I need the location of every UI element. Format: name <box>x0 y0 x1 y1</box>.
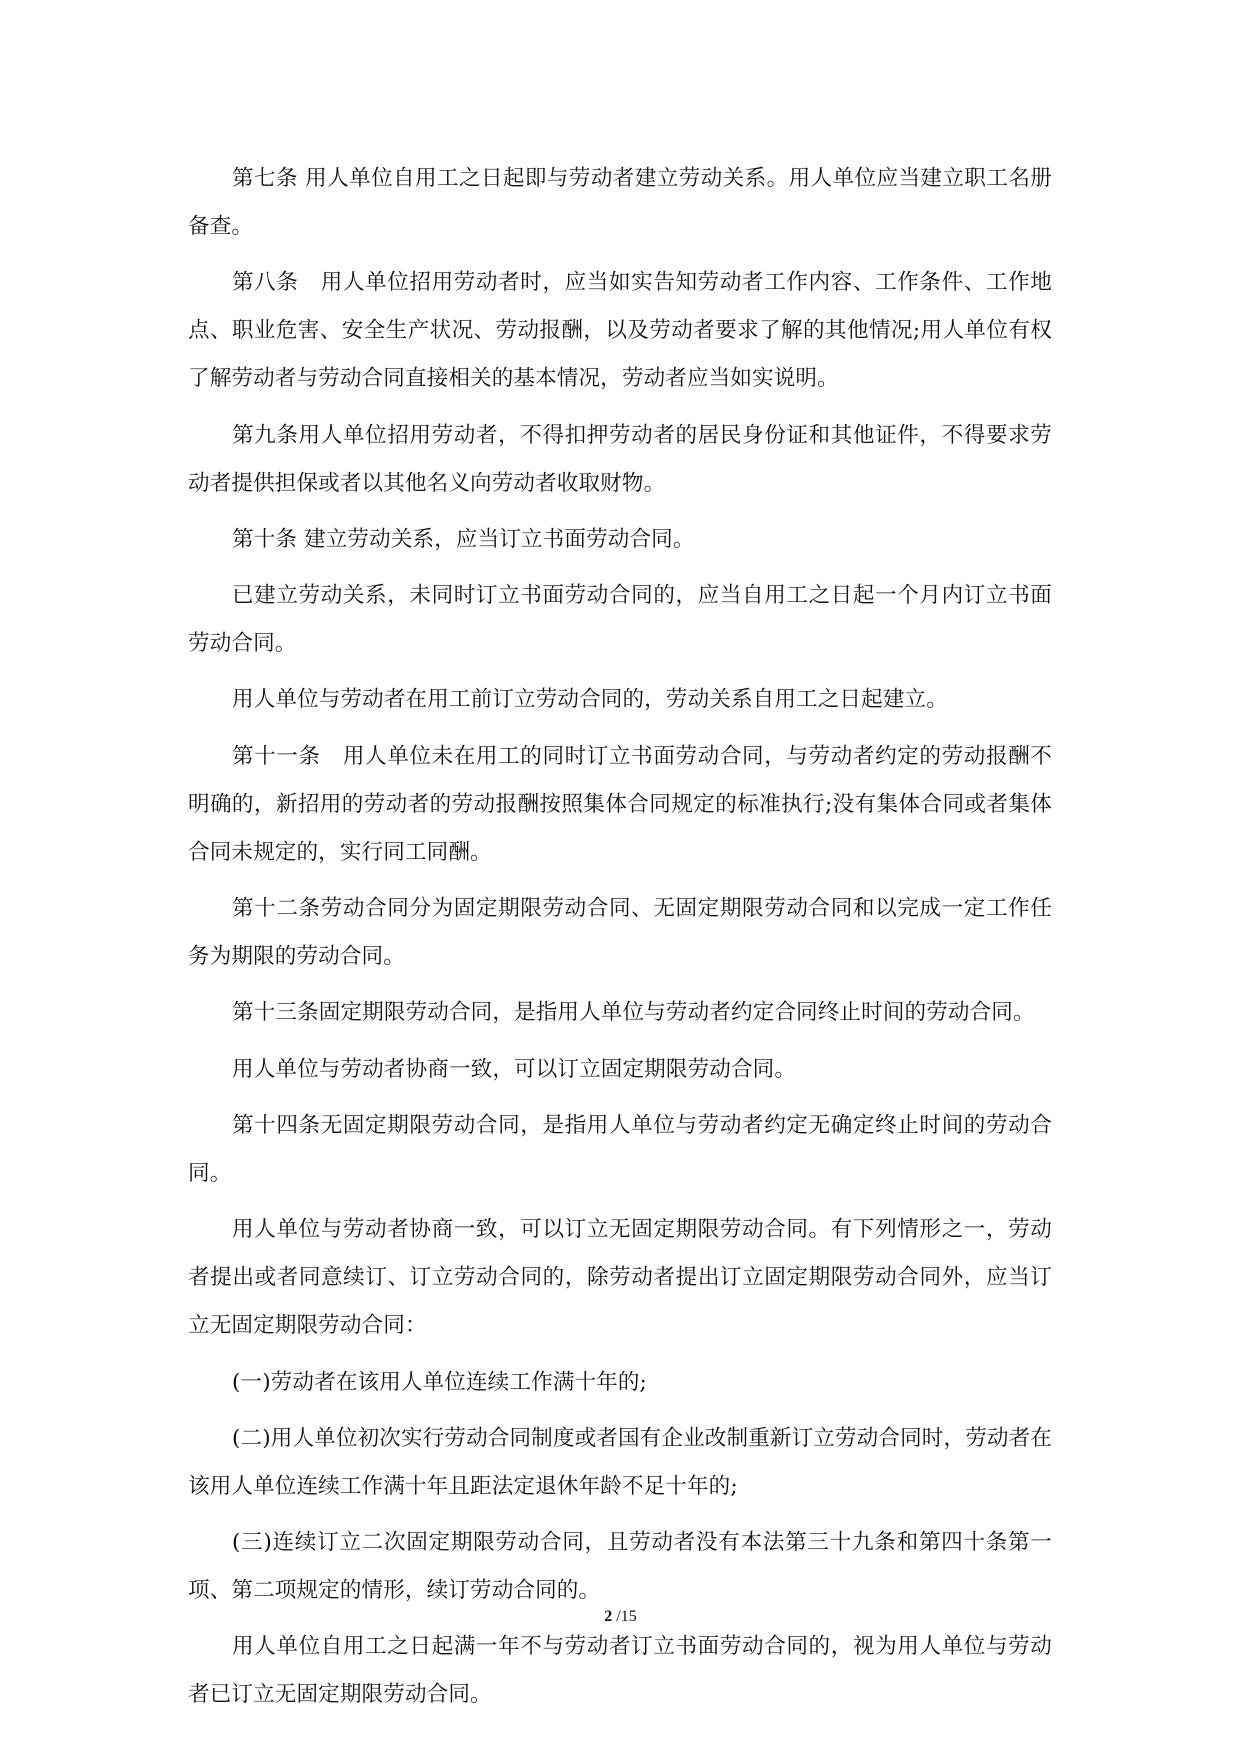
article-14-clause-2: 用人单位与劳动者协商一致，可以订立无固定期限劳动合同。有下列情形之一，劳动者提出或者同意续订、订立劳动合同的，除劳动者提出订立固定期限劳动合同外，应当订立无固定期限劳动合同： <box>188 1217 1052 1339</box>
article-13-clause-2: 用人单位与劳动者协商一致，可以订立固定期限劳动合同。 <box>232 1056 797 1082</box>
article-14-item-1: (一)劳动者在该用人单位连续工作满十年的; <box>232 1369 647 1395</box>
article-10: 第十条 建立劳动关系，应当订立书面劳动合同。 <box>232 526 695 552</box>
article-7: 第七条 用人单位自用工之日起即与劳动者建立劳动关系。用人单位应当建立职工名册备查。 <box>188 166 1052 239</box>
article-12: 第十二条劳动合同分为固定期限劳动合同、无固定期限劳动合同和以完成一定工作任务为期限的劳动合同。 <box>188 896 1052 970</box>
page-number <box>0 1608 1241 1626</box>
article-10-clause-3: 用人单位与劳动者在用工前订立劳动合同的，劳动关系自用工之日起建立。 <box>232 687 948 713</box>
article-10-clause-2: 已建立劳动关系，未同时订立书面劳动合同的，应当自用工之日起一个月内订立书面劳动合同。 <box>188 583 1052 657</box>
article-14-clause-3: 用人单位自用工之日起满一年不与劳动者订立书面劳动合同的，视为用人单位与劳动者已订立无固定期限劳动合同。 <box>188 1634 1052 1708</box>
document-body <box>188 155 1052 1728</box>
article-14-item-3: (三)连续订立二次固定期限劳动合同，且劳动者没有本法第三十九条和第四十条第一项、第二项规定的情形，续订劳动合同的。 <box>188 1530 1052 1604</box>
article-8: 第八条 用人单位招用劳动者时，应当如实告知劳动者工作内容、工作条件、工作地点、职业危害、安全生产状况、劳动报酬，以及劳动者要求了解的其他情况;用人单位有权了解劳动者与劳动合同直接相关的基本情况，劳动者应当如实说明。 <box>188 270 1052 392</box>
article-14: 第十四条无固定期限劳动合同，是指用人单位与劳动者约定无确定终止时间的劳动合同。 <box>188 1112 1052 1186</box>
article-14-item-2: (二)用人单位初次实行劳动合同制度或者国有企业改制重新订立劳动合同时，劳动者在该用人单位连续工作满十年且距法定退休年龄不足十年的; <box>188 1425 1052 1499</box>
article-9: 第九条用人单位招用劳动者，不得扣押劳动者的居民身份证和其他证件，不得要求劳动者提供担保或者以其他名义向劳动者收取财物。 <box>188 422 1052 496</box>
page-total: 15 <box>620 1608 637 1625</box>
article-11: 第十一条 用人单位未在用工的同时订立书面劳动合同，与劳动者约定的劳动报酬不明确的，新招用的劳动者的劳动报酬按照集体合同规定的标准执行;没有集体合同或者集体合同未规定的，实行同工同酬。 <box>188 743 1052 865</box>
article-13: 第十三条固定期限劳动合同，是指用人单位与劳动者约定合同终止时间的劳动合同。 <box>232 1000 1035 1026</box>
page-current: 2 <box>604 1608 613 1625</box>
page-separator: / <box>612 1608 621 1625</box>
